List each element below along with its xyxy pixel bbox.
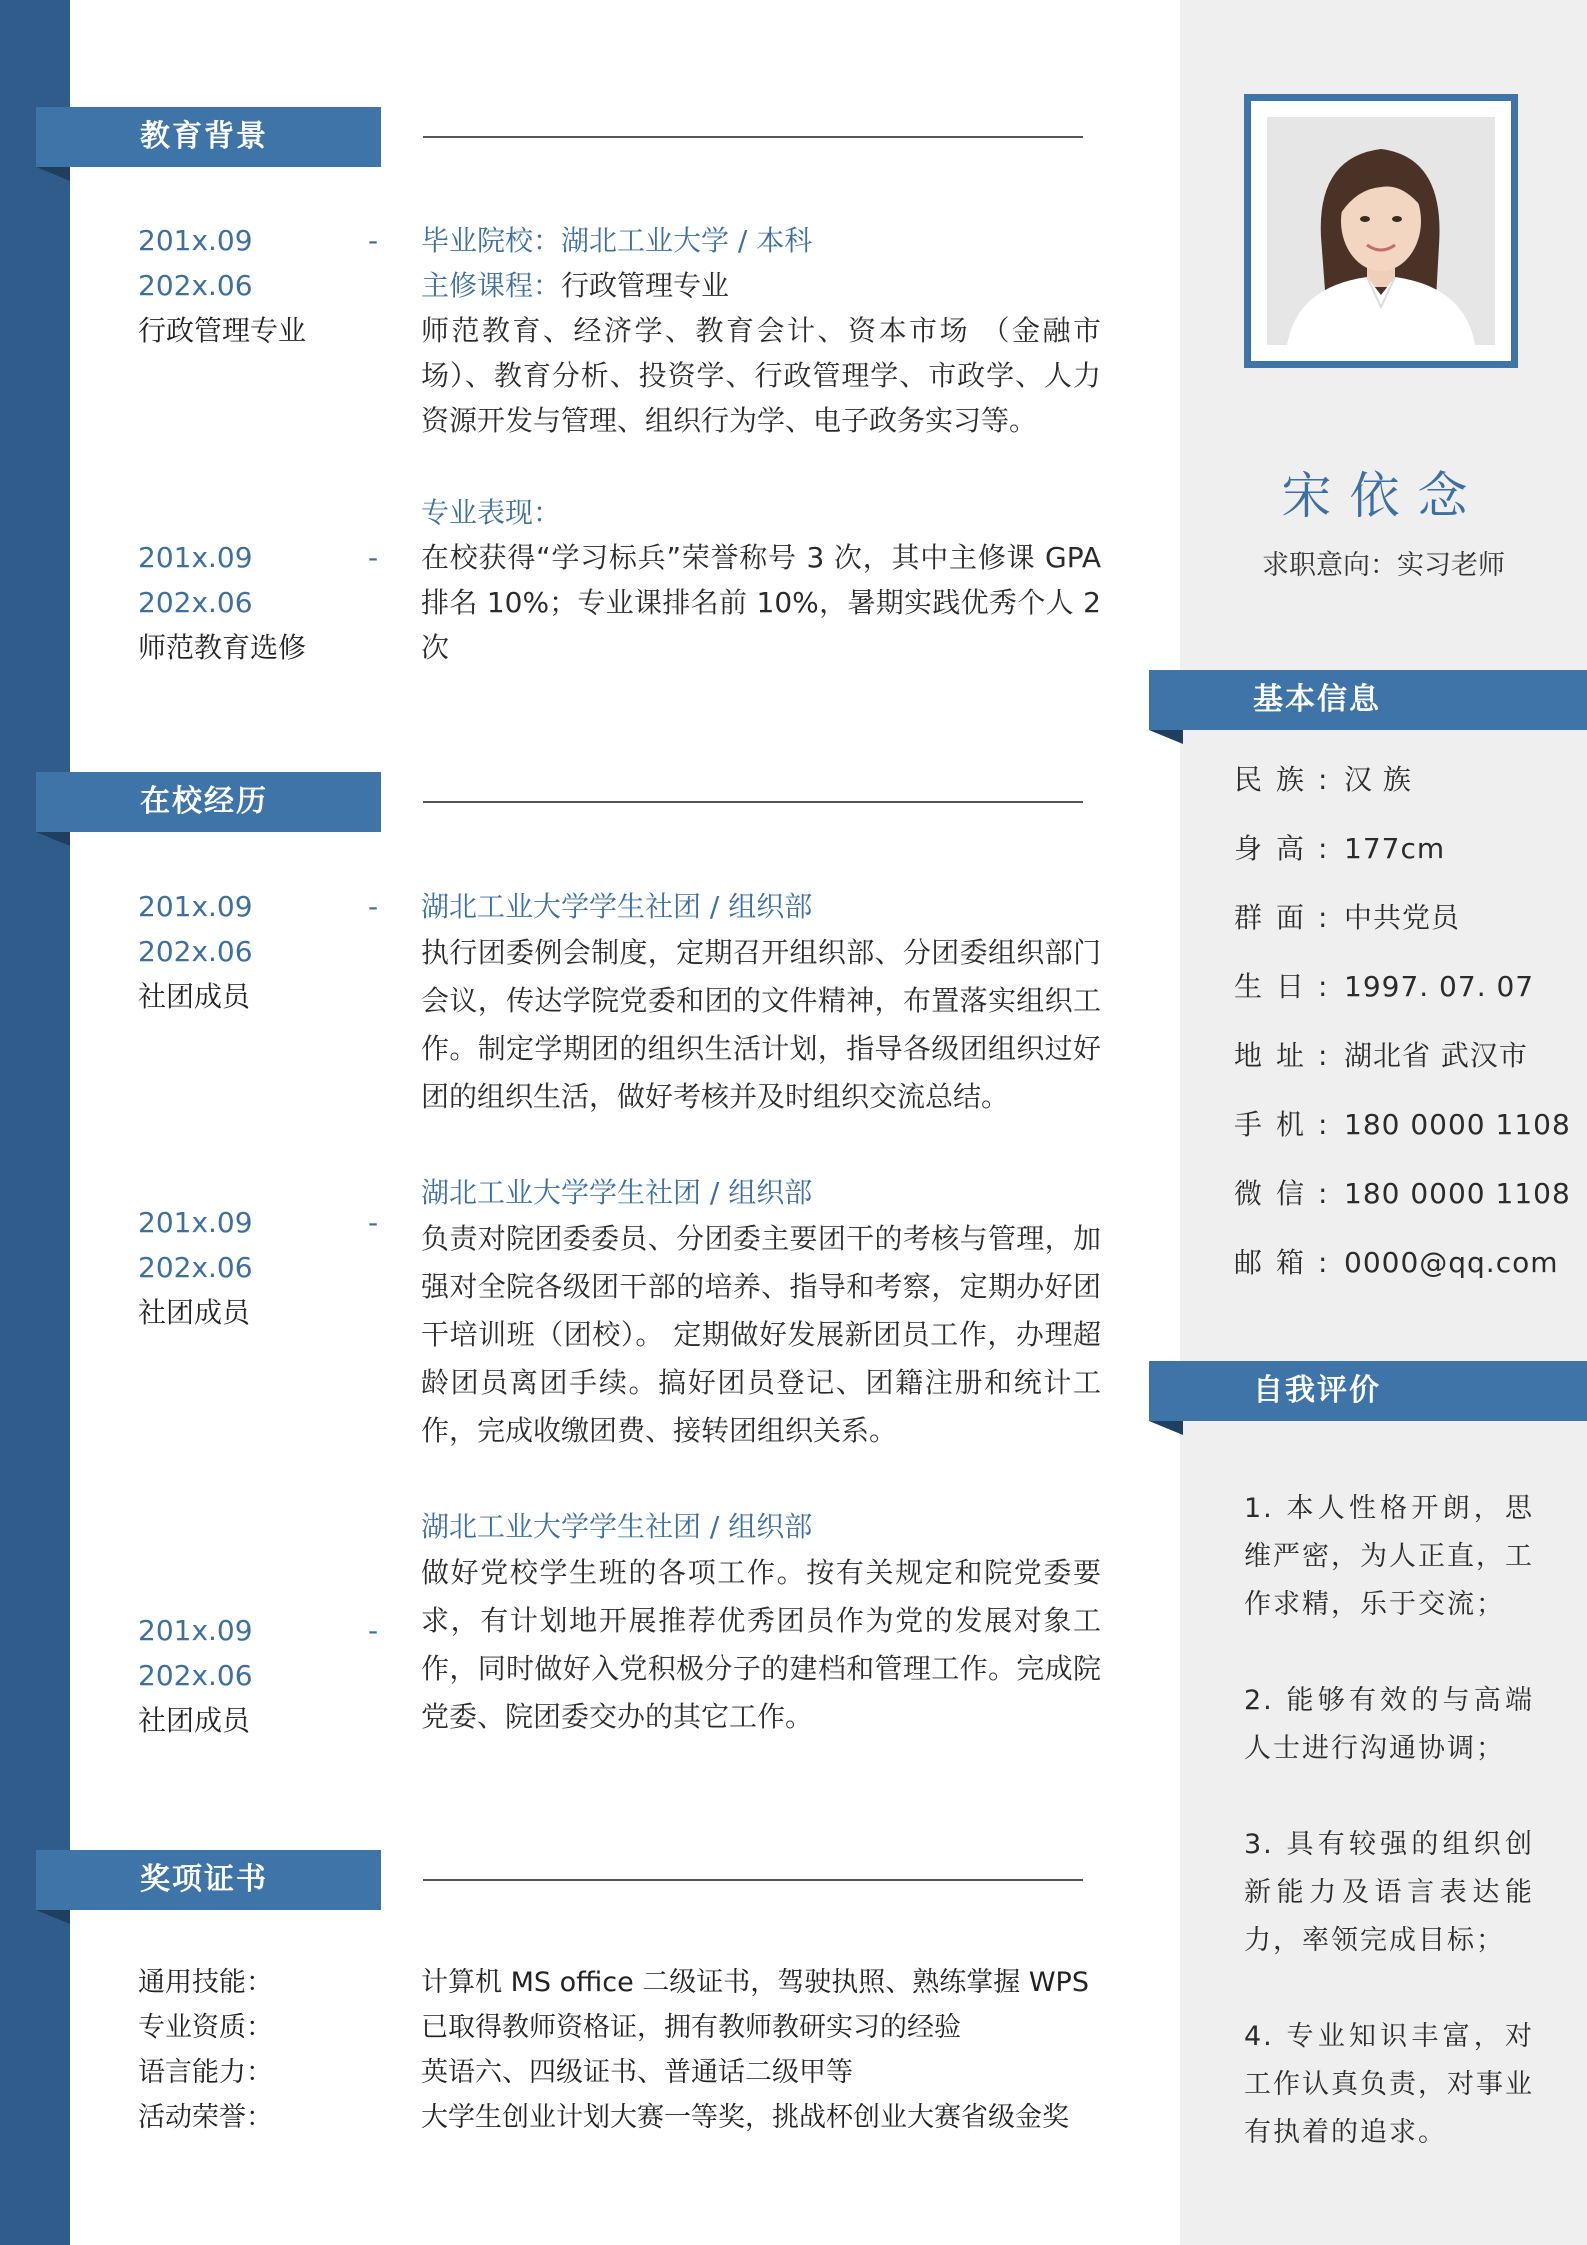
profile-photo <box>1267 117 1495 345</box>
entry-label: 社团成员 <box>138 1296 251 1329</box>
info-key: 手机: <box>1234 1108 1342 1141</box>
info-key: 群面: <box>1234 901 1342 934</box>
self-eval-item: 4. 专业知识丰富，对工作认真负责，对事业有执着的追求。 <box>1244 2021 1534 2148</box>
profile-photo-frame <box>1244 94 1518 368</box>
info-value: 中共党员 <box>1344 901 1461 934</box>
info-row-ethnicity <box>1234 760 1412 800</box>
info-row-address <box>1234 1036 1528 1076</box>
award-label: 通用技能： <box>138 1967 273 1998</box>
course-line <box>421 263 1101 308</box>
info-value: 1997. 07. 07 <box>1344 970 1535 1003</box>
date-end: 202x.06 <box>138 1251 253 1284</box>
org-name: 湖北工业大学学生社团 / 组织部 <box>421 890 813 923</box>
info-key: 邮箱: <box>1234 1246 1342 1279</box>
candidate-name: 宋依念 <box>1281 467 1486 525</box>
section-header-self-eval <box>1149 1361 1587 1421</box>
section-header-education <box>36 107 381 167</box>
info-value: 180 0000 1108 <box>1344 1108 1571 1141</box>
info-key: 民族: <box>1234 763 1342 796</box>
person-portrait-icon <box>1267 117 1495 345</box>
award-value: 计算机 MS office 二级证书，驾驶执照、熟练掌握 WPS <box>421 1967 1089 1998</box>
info-key: 身高: <box>1234 832 1342 865</box>
date-start: 201x.09 <box>138 224 253 257</box>
org-name: 湖北工业大学学生社团 / 组织部 <box>421 1176 813 1209</box>
section-title: 基本信息 <box>1253 682 1381 717</box>
date-dash: - <box>368 1614 379 1647</box>
section-header-basic-info <box>1149 670 1587 730</box>
date-end: 202x.06 <box>138 1659 253 1692</box>
performance-detail <box>421 490 1101 670</box>
school-line <box>421 218 1101 263</box>
date-end: 202x.06 <box>138 269 253 302</box>
entry-label: 社团成员 <box>138 980 251 1013</box>
performance-description: 在校获得“学习标兵”荣誉称号 3 次，其中主修课 GPA 排名 10%；专业课排名前 10%，暑期实践优秀个人 2 次 <box>421 541 1101 664</box>
info-row-height <box>1234 829 1445 869</box>
info-row-wechat <box>1234 1174 1571 1214</box>
performance-label: 专业表现： <box>421 496 562 529</box>
experience-detail <box>421 884 1101 1121</box>
date-start: 201x.09 <box>138 890 253 923</box>
award-label: 活动荣誉： <box>138 2102 273 2133</box>
header-fold <box>1149 730 1183 744</box>
info-row-email <box>1234 1243 1559 1283</box>
self-eval-item: 3. 具有较强的组织创新能力及语言表达能力，率领完成目标； <box>1244 1829 1534 1956</box>
date-start: 201x.09 <box>138 1614 253 1647</box>
job-intent: 求职意向：实习老师 <box>1262 550 1505 581</box>
experience-description: 执行团委例会制度，定期召开组织部、分团委组织部门会议，传达学院党委和团的文件精神，布置落实组织工作。制定学期团的组织生活计划，指导各级团组织过好团的组织生活，做好考核并及时组织交流总结。 <box>421 936 1101 1113</box>
education-detail <box>421 218 1101 443</box>
experience-description: 做好党校学生班的各项工作。按有关规定和院党委要求，有计划地开展推荐优秀团员作为党的发展对象工作，同时做好入党积极分子的建档和管理工作。完成院党委、院团委交办的其它工作。 <box>421 1556 1101 1733</box>
info-row-phone <box>1234 1105 1571 1145</box>
section-title: 在校经历 <box>140 784 268 819</box>
info-value: 0000@qq.com <box>1344 1246 1559 1279</box>
course-name: 行政管理专业 <box>561 269 730 302</box>
entry-label: 行政管理专业 <box>138 314 307 347</box>
date-dash: - <box>368 541 379 574</box>
award-label: 语言能力： <box>138 2057 273 2088</box>
award-value: 大学生创业计划大赛一等奖，挑战杯创业大赛省级金奖 <box>421 2102 1069 2133</box>
self-eval-item: 1. 本人性格开朗，思维严密，为人正直，工作求精，乐于交流； <box>1244 1493 1534 1620</box>
section-rule <box>423 1879 1083 1881</box>
section-header-awards <box>36 1850 381 1910</box>
header-fold <box>36 167 70 181</box>
header-fold <box>36 832 70 846</box>
experience-description: 负责对院团委委员、分团委主要团干的考核与管理，加强对全院各级团干部的培养、指导和考察，定期办好团干培训班（团校）。 定期做好发展新团员工作，办理超龄团员离团手续。搞好团员登记、团籍注册和统计工作，完成收缴团费、接转团组织关系。 <box>421 1222 1101 1447</box>
header-fold <box>36 1910 70 1924</box>
info-row-birthday <box>1234 967 1534 1007</box>
experience-detail <box>421 1170 1101 1455</box>
info-value: 汉 族 <box>1344 763 1412 796</box>
section-title: 自我评价 <box>1253 1373 1381 1408</box>
self-eval-item: 2. 能够有效的与高端人士进行沟通协调； <box>1244 1685 1534 1764</box>
header-fold <box>1149 1421 1183 1435</box>
date-start: 201x.09 <box>138 541 253 574</box>
section-rule <box>423 801 1083 803</box>
date-dash: - <box>368 224 379 257</box>
award-value: 英语六、四级证书、普通话二级甲等 <box>421 2057 853 2088</box>
info-key: 生日: <box>1234 970 1342 1003</box>
experience-detail <box>421 1504 1101 1741</box>
award-label: 专业资质： <box>138 2012 273 2043</box>
course-description: 师范教育、经济学、教育会计、资本市场 （金融市场）、教育分析、投资学、行政管理学、市政学、人力资源开发与管理、组织行为学、电子政务实习等。 <box>421 314 1101 437</box>
section-title: 奖项证书 <box>140 1862 268 1897</box>
entry-label: 师范教育选修 <box>138 631 307 664</box>
info-value: 180 0000 1108 <box>1344 1177 1571 1210</box>
date-dash: - <box>368 1206 379 1239</box>
entry-label: 社团成员 <box>138 1704 251 1737</box>
info-row-political <box>1234 898 1460 938</box>
date-start: 201x.09 <box>138 1206 253 1239</box>
info-key: 地址: <box>1234 1039 1342 1072</box>
info-value: 湖北省 武汉市 <box>1344 1039 1528 1072</box>
school-name: 湖北工业大学 / 本科 <box>561 224 813 257</box>
award-value: 已取得教师资格证，拥有教师教研实习的经验 <box>421 2012 961 2043</box>
course-label: 主修课程： <box>421 269 562 302</box>
info-key: 微信: <box>1234 1177 1342 1210</box>
section-title: 教育背景 <box>140 119 268 154</box>
self-eval-list <box>1244 1485 1534 2205</box>
date-end: 202x.06 <box>138 935 253 968</box>
date-end: 202x.06 <box>138 586 253 619</box>
date-dash: - <box>368 890 379 923</box>
section-rule <box>423 136 1083 138</box>
info-value: 177cm <box>1344 832 1446 865</box>
school-label: 毕业院校： <box>421 224 562 257</box>
section-header-school <box>36 772 381 832</box>
org-name: 湖北工业大学学生社团 / 组织部 <box>421 1510 813 1543</box>
